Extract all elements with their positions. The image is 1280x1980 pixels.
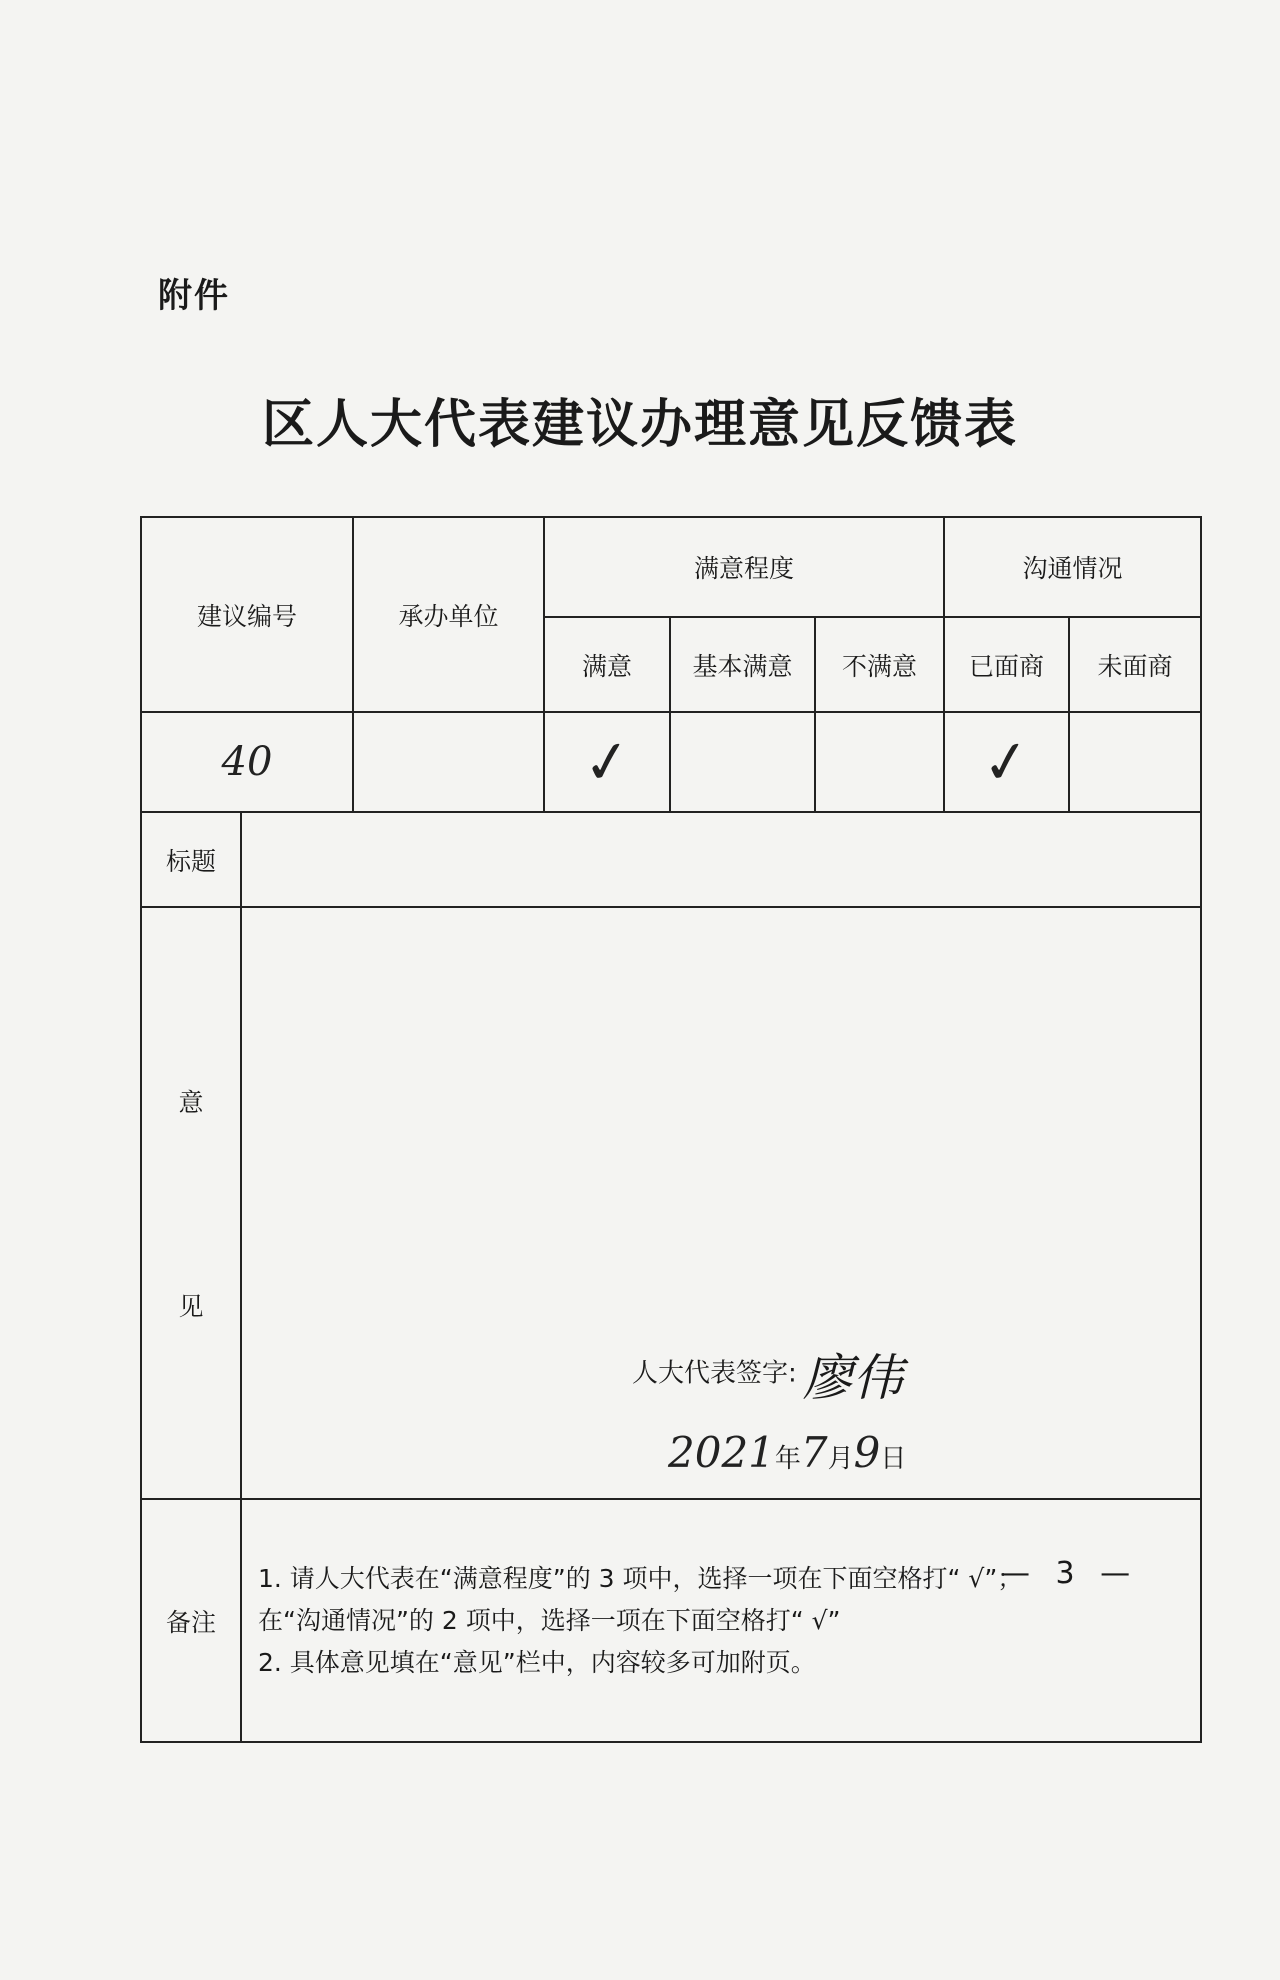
date-year-unit: 年 (774, 1444, 801, 1474)
not-met-cell[interactable] (1069, 712, 1201, 812)
title-row-value[interactable] (241, 812, 1201, 907)
signature-label: 人大代表签字: (632, 1358, 797, 1389)
date-day: 9 (853, 1428, 881, 1477)
checkmark-icon: ✓ (977, 724, 1036, 800)
met-cell[interactable] (944, 712, 1069, 812)
header-met: 已面商 (944, 617, 1069, 712)
header-not-met: 未面商 (1069, 617, 1201, 712)
title-row-label: 标题 (141, 812, 241, 907)
opinion-row-label (141, 907, 241, 1499)
signature-block (632, 1338, 906, 1477)
header-communication-group: 沟通情况 (944, 517, 1201, 617)
page-number: — 3 — (1000, 1556, 1139, 1591)
date-year: 2021 (668, 1428, 775, 1477)
remarks-line-2: 在“沟通情况”的 2 项中，选择一项在下面空格打“ √” (258, 1605, 841, 1635)
remarks-line-1: 1. 请人大代表在“满意程度”的 3 项中，选择一项在下面空格打“ √”； (258, 1563, 1023, 1593)
date-month-unit: 月 (827, 1444, 854, 1474)
suggestion-no-cell (141, 712, 353, 812)
handling-unit-cell (353, 712, 544, 812)
remarks-row-label: 备注 (141, 1499, 241, 1742)
handwritten-signature: 廖伟 (802, 1349, 903, 1407)
unsatisfied-cell[interactable] (815, 712, 944, 812)
signature-date (668, 1428, 906, 1477)
opinion-field[interactable] (241, 907, 1201, 1499)
header-unsatisfied: 不满意 (815, 617, 944, 712)
header-satisfaction-group: 满意程度 (544, 517, 944, 617)
header-suggestion-no: 建议编号 (141, 517, 353, 712)
remarks-content (241, 1499, 1201, 1742)
checkmark-icon: ✓ (578, 724, 636, 800)
date-month: 7 (800, 1428, 828, 1477)
header-basically-satisfied: 基本满意 (670, 617, 815, 712)
remarks-line-3: 2. 具体意见填在“意见”栏中，内容较多可加附页。 (258, 1647, 816, 1677)
satisfied-cell[interactable] (544, 712, 670, 812)
opinion-label-char-2: 见 (178, 1292, 204, 1321)
suggestion-no-value: 40 (221, 739, 273, 785)
date-day-unit: 日 (880, 1444, 907, 1474)
page-title: 区人大代表建议办理意见反馈表 (261, 394, 1018, 455)
attachment-label: 附件 (158, 276, 230, 316)
header-satisfied: 满意 (544, 617, 670, 712)
header-handling-unit: 承办单位 (353, 517, 544, 712)
basically-satisfied-cell[interactable] (670, 712, 815, 812)
opinion-label-char-1: 意 (178, 1088, 204, 1117)
